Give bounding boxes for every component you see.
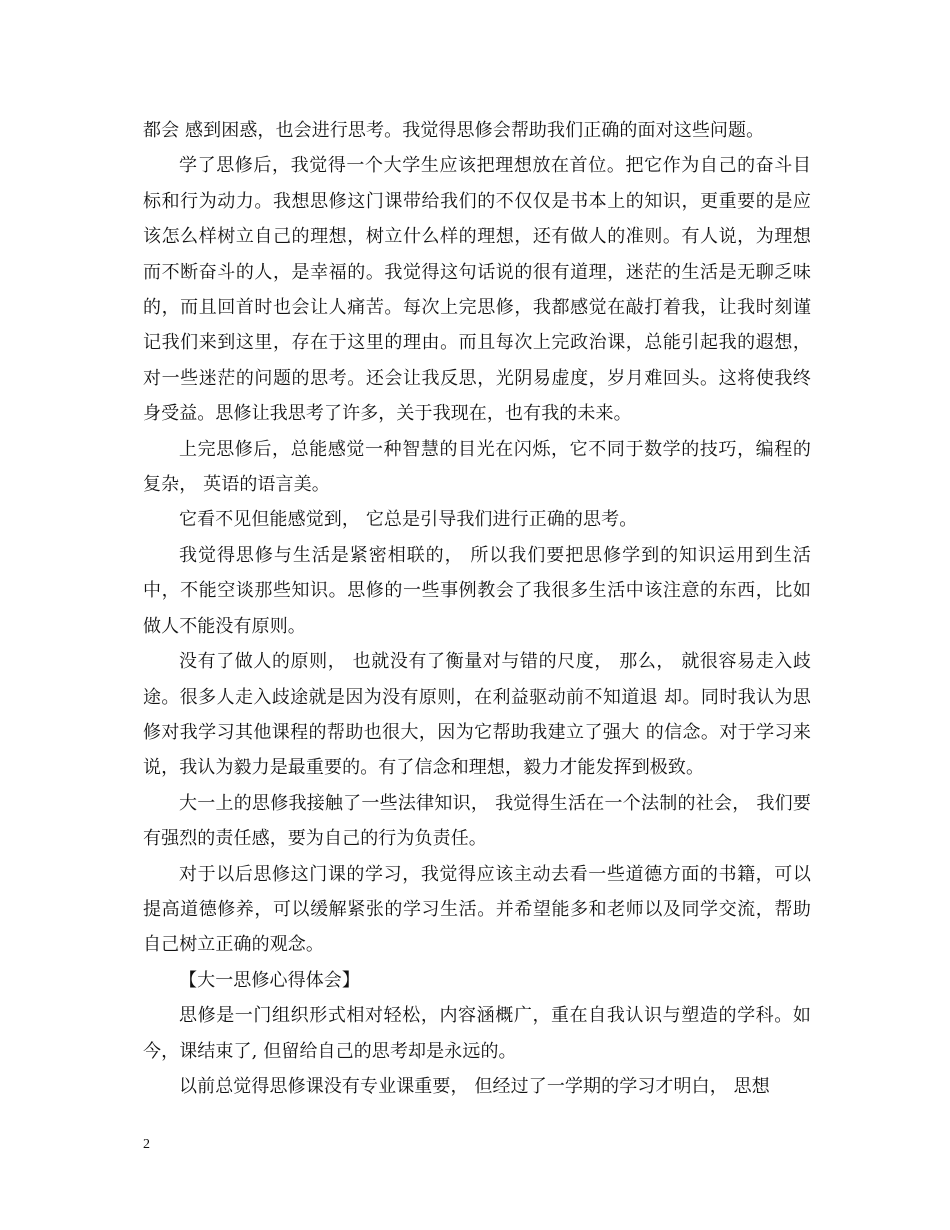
paragraph-6: 没有了做人的原则， 也就没有了衡量对与错的尺度， 那么， 就很容易走入歧途。很多人走入歧途就是因为没有原则，在利益驱动前不知道退 却。同时我认为思修对我学习其他课程的帮助也很大，因为它帮助我建立了强大 的信念。对于学习来说，我认为毅力是最重要的。有了信念和理想，毅力才能发挥到极致。 (143, 651, 811, 779)
paragraph-2: 学了思修后，我觉得一个大学生应该把理想放在首位。把它作为自己的奋斗目标和行为动力。我想思修这门课带给我们的不仅仅是书本上的知识，更重要的是应该怎么样树立自己的理想，树立什么样的理想，还有做人的准则。有人说，为理想而不断奋斗的人，是幸福的。我觉得这句话说的很有道理，迷茫的生活是无聊乏味的，而且回首时也会让人痛苦。每次上完思修，我都感觉在敲打着我，让我时刻谨记我们来到这里，存在于这里的理由。而且每次上完政治课，总能引起我的遐想，对一些迷茫的问题的思考。还会让我反思，光阴易虚度，岁月难回头。这将使我终身受益。思修让我思考了许多，关于我现在，也有我的未来。 (143, 155, 811, 425)
paragraph-10: 思修是一门组织形式相对轻松，内容涵概广，重在自我认识与塑造的学科。如今，课结束了, 但留给自己的思考却是永远的。 (143, 1005, 811, 1062)
paragraph-8: 对于以后思修这门课的学习，我觉得应该主动去看一些道德方面的书籍，可以提高道德修养，可以缓解紧张的学习生活。并希望能多和老师以及同学交流，帮助自己树立正确的观念。 (143, 863, 811, 956)
document-body (143, 113, 811, 1104)
paragraph-1: 都会 感到困惑，也会进行思考。我觉得思修会帮助我们正确的面对这些问题。 (143, 120, 765, 141)
paragraph-7: 大一上的思修我接触了一些法律知识， 我觉得生活在一个法制的社会， 我们要有强烈的责任感，要为自己的行为负责任。 (143, 792, 811, 850)
paragraph-11: 以前总觉得思修课没有专业课重要， 但经过了一学期的学习才明白， 思想 (179, 1075, 770, 1097)
paragraph-4: 它看不见但能感觉到， 它总是引导我们进行正确的思考。 (179, 509, 638, 531)
paragraph-5: 我觉得思修与生活是紧密相联的， 所以我们要把思修学到的知识运用到生活中，不能空谈那些知识。思修的一些事例教会了我很多生活中该注意的东西，比如做人不能没有原则。 (143, 544, 811, 637)
page-number: 2 (143, 1137, 150, 1152)
section-heading: 【大一思修心得体会】 (179, 969, 360, 991)
paragraph-3: 上完思修后，总能感觉一种智慧的目光在闪烁，它不同于数学的技巧，编程的复杂， 英语的语言美。 (143, 438, 811, 496)
